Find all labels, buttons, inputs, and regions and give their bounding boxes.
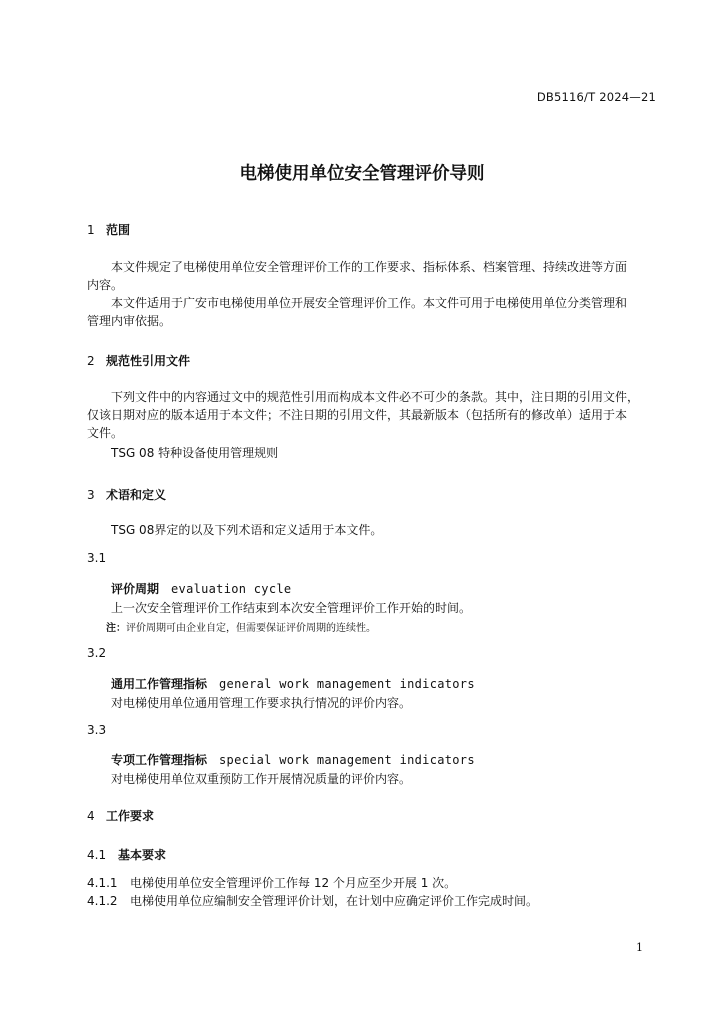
term-entry xyxy=(111,580,291,597)
term-chinese: 专项工作管理指标 xyxy=(111,753,208,767)
section-1-heading xyxy=(87,221,130,238)
term-note xyxy=(106,619,376,634)
term-english: special work management indicators xyxy=(219,753,475,767)
section-number: 4 xyxy=(87,809,95,823)
note-label: 注： xyxy=(106,623,126,634)
item-number: 4.1.2 xyxy=(87,894,118,908)
section-title: 范围 xyxy=(106,223,131,237)
item-number: 4.1.1 xyxy=(87,876,118,890)
document-number: DB5116/T 2024—21 xyxy=(536,90,656,104)
document-title: 电梯使用单位安全管理评价导则 xyxy=(239,164,485,184)
term-chinese: 评价周期 xyxy=(111,582,160,596)
paragraph-line: 文件。 xyxy=(87,426,124,440)
section-title: 工作要求 xyxy=(106,809,155,823)
clause-number: 3.1 xyxy=(87,551,107,565)
term-definition: 上一次安全管理评价工作结束到本次安全管理评价工作开始的时间。 xyxy=(111,601,472,615)
term-english: evaluation cycle xyxy=(171,582,292,596)
term-definition: 对电梯使用单位通用管理工作要求执行情况的评价内容。 xyxy=(111,696,412,710)
paragraph-line: 仅该日期对应的版本适用于本文件；不注日期的引用文件，其最新版本（包括所有的修改单）适用于本 xyxy=(87,408,628,422)
clause-item xyxy=(87,892,538,909)
term-chinese: 通用工作管理指标 xyxy=(111,677,208,691)
note-text: 评价周期可由企业自定，但需要保证评价周期的连续性。 xyxy=(126,623,376,634)
section-number: 1 xyxy=(87,223,95,237)
section-title: 规范性引用文件 xyxy=(106,354,191,368)
page-number: 1 xyxy=(636,941,643,954)
paragraph-line: 内容。 xyxy=(87,278,124,292)
term-definition: 对电梯使用单位双重预防工作开展情况质量的评价内容。 xyxy=(111,772,412,786)
clause-item xyxy=(87,874,456,891)
subsection-number: 4.1 xyxy=(87,848,107,862)
paragraph-line: 下列文件中的内容通过文中的规范性引用而构成本文件必不可少的条款。其中，注日期的引用文件， xyxy=(111,390,640,404)
normative-reference: TSG 08 特种设备使用管理规则 xyxy=(111,446,279,460)
paragraph-line: 管理内审依据。 xyxy=(87,314,172,328)
subsection-title: 基本要求 xyxy=(118,848,167,862)
section-4-heading xyxy=(87,807,154,824)
section-3-heading xyxy=(87,486,166,503)
clause-number: 3.3 xyxy=(87,723,107,737)
paragraph-line: TSG 08界定的以及下列术语和定义适用于本文件。 xyxy=(111,523,383,537)
paragraph-line: 本文件适用于广安市电梯使用单位开展安全管理评价工作。本文件可用于电梯使用单位分类管理和 xyxy=(111,296,628,310)
item-text: 电梯使用单位安全管理评价工作每 12 个月应至少开展 1 次。 xyxy=(130,876,457,890)
term-entry xyxy=(111,751,475,768)
section-number: 2 xyxy=(87,354,95,368)
paragraph-line: 本文件规定了电梯使用单位安全管理评价工作的工作要求、指标体系、档案管理、持续改进等方面 xyxy=(111,260,628,274)
section-number: 3 xyxy=(87,488,95,502)
clause-number: 3.2 xyxy=(87,646,107,660)
section-title: 术语和定义 xyxy=(106,488,167,502)
item-text: 电梯使用单位应编制安全管理评价计划，在计划中应确定评价工作完成时间。 xyxy=(130,894,539,908)
term-english: general work management indicators xyxy=(219,677,475,691)
term-entry xyxy=(111,675,475,692)
section-2-heading xyxy=(87,352,190,369)
subsection-4-1-heading xyxy=(87,846,166,863)
